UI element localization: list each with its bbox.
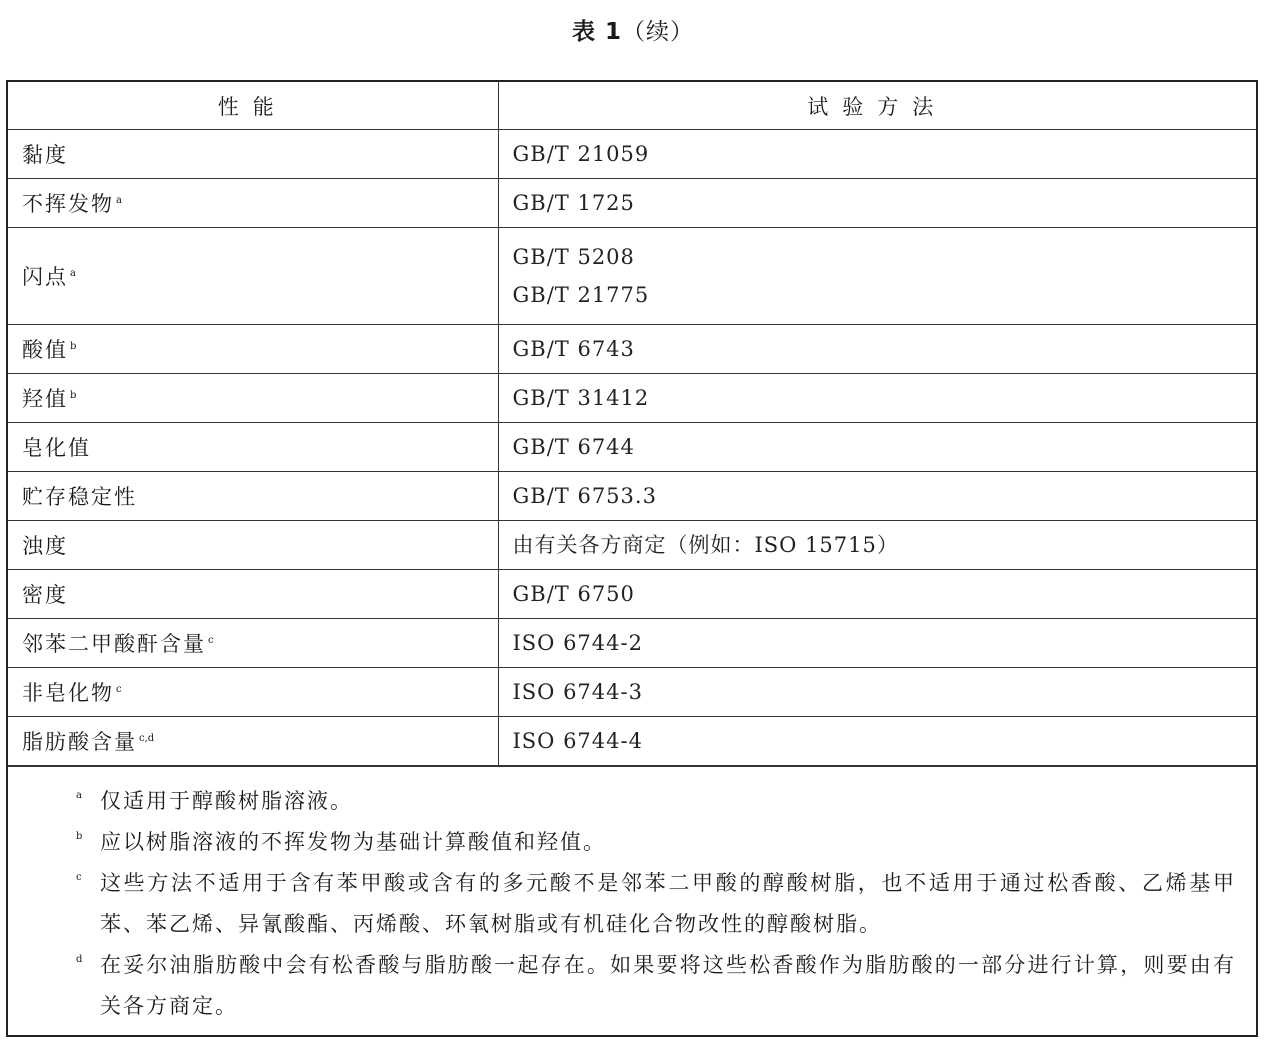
- footnote-text: 仅适用于醇酸树脂溶液。: [100, 789, 353, 813]
- method-text: GB/T 6750: [512, 582, 635, 606]
- footnote-text: 这些方法不适用于含有苯甲酸或含有的多元酸不是邻苯二甲酸的醇酸树脂，也不适用于通过松香酸、乙烯基甲苯、苯乙烯、异氰酸酯、丙烯酸、环氧树脂或有机硅化合物改性的醇酸树脂。: [100, 871, 1236, 936]
- table-title-suffix: （续）: [622, 19, 694, 45]
- footnote: [68, 945, 1236, 1027]
- table-row: [8, 130, 1256, 179]
- footnote: [68, 781, 1236, 822]
- table-footnotes: [8, 766, 1256, 1027]
- method-text: ISO 6744-4: [512, 729, 643, 753]
- table-row: [8, 668, 1256, 717]
- table-title: [0, 13, 1266, 46]
- property-cell: [8, 570, 498, 619]
- table-row: [8, 228, 1256, 325]
- method-text: ISO 6744-3: [512, 680, 643, 704]
- property-name: 浊度: [22, 534, 68, 558]
- method-cell: [498, 619, 1256, 668]
- header-method: 试验方法: [498, 82, 1256, 130]
- property-cell: [8, 374, 498, 423]
- header-row: [8, 82, 1256, 130]
- property-cell: [8, 717, 498, 766]
- table-row: [8, 179, 1256, 228]
- method-cell: [498, 570, 1256, 619]
- method-text: GB/T 21059: [512, 142, 650, 166]
- method-text: GB/T 31412: [512, 386, 650, 410]
- property-name: 酸值: [22, 338, 68, 362]
- method-cell: [498, 521, 1256, 570]
- property-name: 皂化值: [22, 436, 91, 460]
- table-row: [8, 717, 1256, 766]
- property-name: 邻苯二甲酸酐含量: [22, 632, 206, 656]
- method-cell: [498, 423, 1256, 472]
- method-cell: [498, 472, 1256, 521]
- footnote-mark: a: [116, 195, 122, 206]
- method-text: GB/T 6744: [512, 435, 635, 459]
- footnote-mark: c,d: [139, 733, 155, 744]
- footnote-mark: c: [208, 635, 214, 646]
- property-name: 脂肪酸含量: [22, 730, 137, 754]
- footnote-mark: c: [76, 872, 82, 883]
- method-cell: [498, 717, 1256, 766]
- table-title-main: 表 1: [571, 19, 622, 45]
- property-cell: [8, 325, 498, 374]
- method-cell: [498, 228, 1256, 325]
- table-row: [8, 325, 1256, 374]
- table-row: [8, 521, 1256, 570]
- method-text: GB/T 21775: [512, 283, 650, 307]
- property-name: 羟值: [22, 387, 68, 411]
- method-text: 由有关各方商定（例如：ISO 15715）: [512, 533, 899, 557]
- method-text: GB/T 1725: [512, 191, 635, 215]
- property-name: 非皂化物: [22, 681, 114, 705]
- table-row: [8, 423, 1256, 472]
- footnote-mark: a: [70, 268, 76, 279]
- method-cell: [498, 130, 1256, 179]
- property-name: 不挥发物: [22, 192, 114, 216]
- footnote: [68, 863, 1236, 945]
- property-cell: [8, 472, 498, 521]
- property-cell: [8, 179, 498, 228]
- method-cell: [498, 325, 1256, 374]
- property-cell: [8, 130, 498, 179]
- footnote-text: 应以树脂溶液的不挥发物为基础计算酸值和羟值。: [100, 830, 606, 854]
- property-name: 黏度: [22, 143, 68, 167]
- table-row: [8, 472, 1256, 521]
- footnote-mark: d: [76, 954, 83, 965]
- table-row: [8, 374, 1256, 423]
- method-text: ISO 6744-2: [512, 631, 643, 655]
- property-cell: [8, 619, 498, 668]
- property-name: 贮存稳定性: [22, 485, 137, 509]
- method-cell: [498, 179, 1256, 228]
- footnote-mark: c: [116, 684, 122, 695]
- footnote-text: 在妥尔油脂肪酸中会有松香酸与脂肪酸一起存在。如果要将这些松香酸作为脂肪酸的一部分进行计算，则要由有关各方商定。: [100, 953, 1236, 1018]
- method-text: GB/T 5208: [512, 245, 635, 269]
- method-cell: [498, 374, 1256, 423]
- method-text: GB/T 6743: [512, 337, 635, 361]
- property-cell: [8, 668, 498, 717]
- property-name: 密度: [22, 583, 68, 607]
- property-method-table: [8, 82, 1256, 766]
- header-property: 性能: [8, 82, 498, 130]
- footnote-mark: a: [76, 790, 82, 801]
- table-row: [8, 570, 1256, 619]
- method-text: GB/T 6753.3: [512, 484, 657, 508]
- footnote: [68, 822, 1236, 863]
- footnote-mark: b: [70, 341, 77, 352]
- standard-table: [6, 80, 1258, 1037]
- property-cell: [8, 423, 498, 472]
- property-cell: [8, 521, 498, 570]
- method-cell: [498, 668, 1256, 717]
- property-name: 闪点: [22, 265, 68, 289]
- table-row: [8, 619, 1256, 668]
- footnote-mark: b: [70, 390, 77, 401]
- footnote-mark: b: [76, 831, 83, 842]
- property-cell: [8, 228, 498, 325]
